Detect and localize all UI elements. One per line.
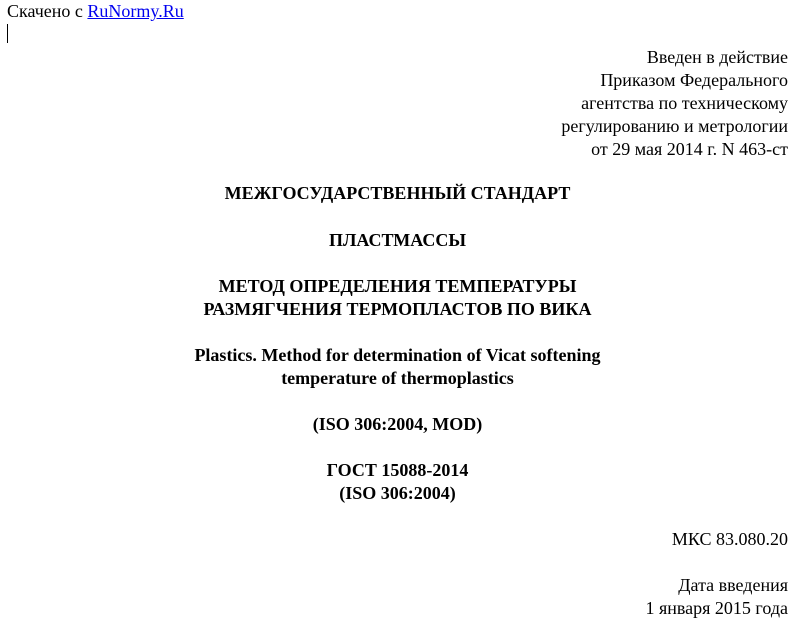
method-title-ru-line1: МЕТОД ОПРЕДЕЛЕНИЯ ТЕМПЕРАТУРЫ [218, 276, 577, 296]
enactment-line: агентства по техническому [581, 93, 788, 113]
iso-mod-reference: (ISO 306:2004, MOD) [312, 414, 483, 434]
gost-number: ГОСТ 15088-2014 [326, 460, 469, 480]
method-title-en [0, 344, 790, 390]
subject-heading: ПЛАСТМАССЫ [328, 230, 467, 250]
effective-date-value: 1 января 2015 года [645, 598, 788, 618]
enactment-line: регулированию и метрологии [561, 116, 788, 136]
text-cursor [7, 24, 8, 43]
enactment-line: от 29 мая 2014 г. N 463-ст [591, 139, 788, 159]
runormy-link[interactable]: RuNormy.Ru [87, 1, 184, 21]
iso-reference: (ISO 306:2004) [339, 483, 456, 503]
standard-type-heading: МЕЖГОСУДАРСТВЕННЫЙ СТАНДАРТ [224, 183, 571, 203]
download-source-line [7, 1, 184, 21]
enactment-line: Приказом Федерального [600, 70, 788, 90]
gost-designation [0, 459, 790, 505]
enactment-block [561, 46, 788, 161]
method-title-ru [0, 275, 790, 321]
enactment-line: Введен в действие [646, 47, 788, 67]
effective-date-block [645, 574, 788, 620]
mks-code: МКС 83.080.20 [671, 529, 788, 549]
download-source-prefix: Скачено с [7, 1, 88, 21]
method-title-ru-line2: РАЗМЯГЧЕНИЯ ТЕРМОПЛАСТОВ ПО ВИКА [203, 299, 592, 319]
method-title-en-line2: temperature of thermoplastics [281, 368, 514, 388]
method-title-en-line1: Plastics. Method for determination of Vicat softening [194, 345, 601, 365]
effective-date-label: Дата введения [678, 575, 788, 595]
